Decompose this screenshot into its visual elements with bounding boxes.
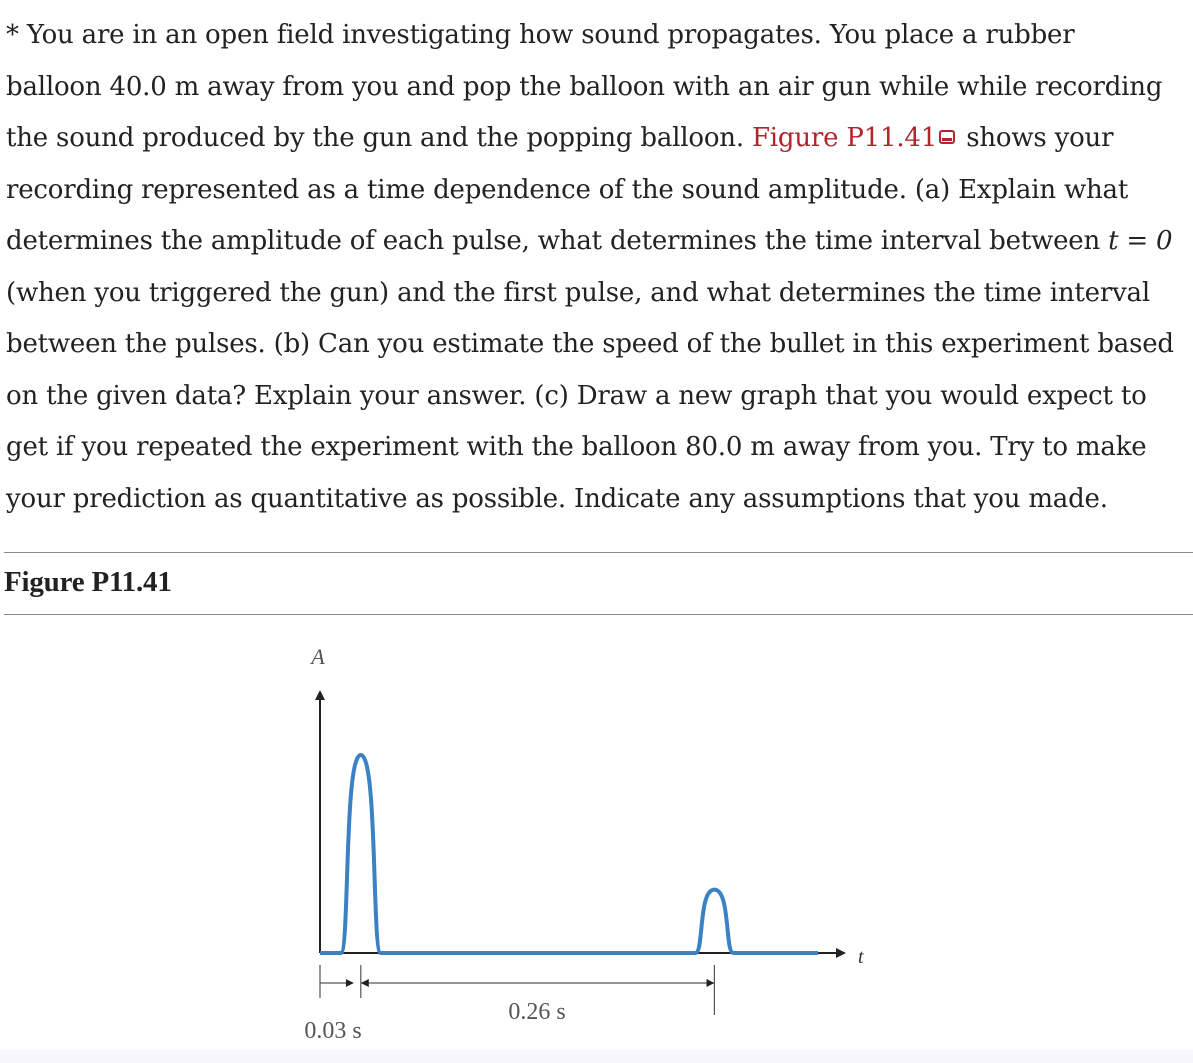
figure-link[interactable]: Figure P11.41	[751, 123, 938, 153]
figure-caption: Figure P11.41	[4, 566, 172, 598]
problem-text-part-2: shows your recording represented as a time dependence of the sound amplitude. (a) Explain what determines the amplitude of each pulse, what determines the time interval between	[6, 123, 1129, 256]
caption-bottom-rule	[4, 614, 1193, 615]
y-axis-label: A	[311, 644, 325, 669]
interval-2-label: 0.26 s	[508, 999, 566, 1025]
x-axis-label: t	[858, 946, 864, 968]
bottom-strip	[0, 1050, 1193, 1063]
external-window-icon[interactable]	[939, 130, 955, 144]
problem-text	[6, 10, 1176, 525]
amplitude-time-graph	[0, 620, 1193, 1050]
caption-top-rule	[4, 552, 1193, 553]
problem-text-part-3: (when you triggered the gun) and the first pulse, and what determines the time interval between the pulses. (b) Can you estimate the speed of the bullet in this experiment based on the given data? Explain your answer. (c) Draw a new graph that you would expect to get if you repeated the experiment with the balloon 80.0 m away from you. Try to make your prediction as quantitative as possible. Indicate any assumptions that you made.	[6, 277, 1174, 514]
problem-text-part-1: You are in an open field investigating how sound propagates. You place a rubber balloon 40.0 m away from you and pop the balloon with an air gun while while recording the sound produced by the gun and the popping balloon.	[6, 20, 1163, 153]
problem-marker: *	[6, 20, 27, 50]
signal-trace	[320, 755, 818, 953]
interval-1-label: 0.03 s	[304, 1018, 362, 1044]
math-t-equals-zero: t = 0	[1108, 226, 1173, 256]
